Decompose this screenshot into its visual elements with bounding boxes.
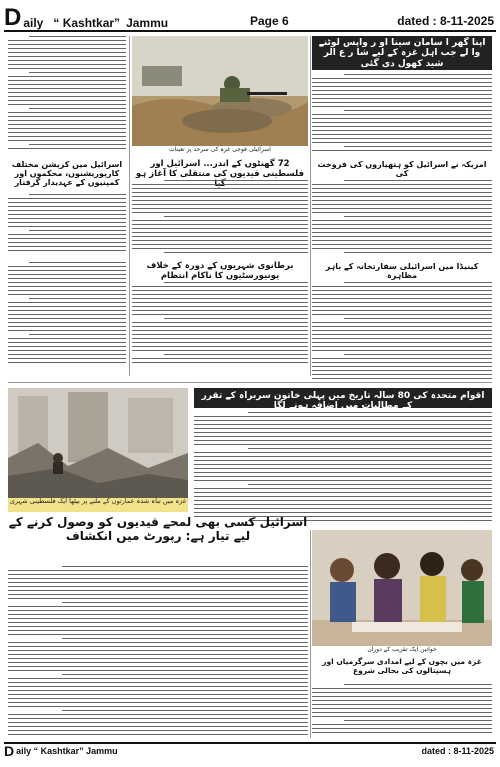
- text-line: [8, 662, 308, 663]
- text-line: [312, 200, 492, 201]
- text-line: [8, 322, 126, 323]
- text-line: [312, 114, 492, 115]
- caption-soldiers: اسرائیلی فوجی غزہ کی سرحد پر تعینات: [169, 146, 271, 153]
- text-line: [8, 44, 126, 45]
- text-line: [312, 82, 492, 83]
- text-line: [8, 634, 308, 635]
- caption-women: خواتین ایک تقریب کے دوران: [367, 646, 437, 653]
- text-line: [8, 104, 126, 105]
- text-line: [312, 370, 492, 371]
- text-line: [312, 358, 492, 359]
- footer-letter: D: [4, 743, 15, 759]
- text-line: [132, 314, 308, 315]
- rubble-photo: [8, 388, 188, 498]
- text-line: [8, 282, 126, 283]
- text-line: [132, 220, 308, 221]
- text-line: [132, 286, 308, 287]
- text-line: [312, 708, 492, 709]
- text-line: [8, 310, 126, 311]
- text-line: [312, 330, 492, 331]
- text-line: [62, 602, 308, 603]
- text-line: [8, 610, 308, 611]
- text-line: [8, 594, 308, 595]
- text-line: [62, 710, 308, 711]
- text-line: [8, 48, 126, 49]
- article-col-8: [312, 282, 492, 382]
- text-line: [8, 582, 308, 583]
- article-col-2: [312, 74, 492, 156]
- text-line: [312, 290, 492, 291]
- paper-name: “ Kashtkar”: [53, 16, 121, 30]
- issue-date: dated : 8-11-2025: [397, 14, 494, 28]
- text-line: [8, 706, 308, 707]
- text-line: [312, 334, 492, 335]
- text-line: [132, 228, 308, 229]
- text-line: [344, 110, 492, 111]
- article-col-7: [132, 282, 308, 366]
- text-line: [312, 212, 492, 213]
- text-line: [8, 238, 126, 239]
- text-line: [194, 492, 492, 493]
- text-line: [8, 326, 126, 327]
- masthead: [4, 4, 496, 32]
- text-line: [132, 196, 308, 197]
- text-line: [312, 122, 492, 123]
- headline-corruption: اسرائیل میں کرپشن مختلف کارپوریشنوں، محکموں اور کمپنیوں کے عہدیدار گرفتار: [11, 160, 123, 188]
- text-line: [194, 436, 492, 437]
- text-line: [132, 248, 308, 249]
- text-line: [312, 306, 492, 307]
- women-photo: [312, 530, 492, 646]
- headline-israel-ready: اسرائیل کسی بھی لمحے قیدیوں کو وصول کرنے کے لیے تیار ہے: رپورٹ میں انکشاف: [8, 515, 308, 543]
- text-line: [132, 342, 308, 343]
- text-line: [132, 244, 308, 245]
- text-line: [8, 606, 308, 607]
- text-line: [8, 678, 308, 679]
- text-line: [194, 508, 492, 509]
- text-line: [312, 204, 492, 205]
- text-line: [132, 322, 308, 323]
- text-line: [344, 354, 492, 355]
- text-line: [8, 350, 126, 351]
- text-line: [194, 444, 492, 445]
- text-line: [8, 266, 126, 267]
- text-line: [164, 216, 308, 217]
- text-line: [194, 488, 492, 489]
- text-line: [8, 730, 308, 731]
- text-line: [8, 670, 308, 671]
- text-line: [8, 132, 126, 133]
- text-line: [8, 140, 126, 141]
- text-line: [8, 64, 126, 65]
- text-line: [132, 232, 308, 233]
- headline-children-aid: غزہ میں بچوں کے لیے امدادی سرگرمیاں اور ہسپتالوں کی بحالی شروع: [322, 657, 482, 675]
- text-line: [312, 98, 492, 99]
- text-line: [8, 56, 126, 57]
- text-line: [312, 138, 492, 139]
- text-line: [8, 666, 308, 667]
- text-line: [29, 72, 126, 73]
- section-rule: [8, 382, 492, 383]
- caption-rubble: غزہ میں تباہ شدہ عمارتوں کے ملبے پر بیٹھا ایک فلسطینی شہری: [8, 498, 188, 512]
- text-line: [29, 194, 126, 195]
- text-line: [312, 298, 492, 299]
- text-line: [8, 234, 126, 235]
- column-rule: [310, 36, 311, 376]
- text-line: [132, 204, 308, 205]
- text-line: [194, 480, 492, 481]
- text-line: [8, 702, 308, 703]
- text-line: [194, 460, 492, 461]
- text-line: [312, 286, 492, 287]
- text-line: [8, 294, 126, 295]
- text-line: [312, 126, 492, 127]
- text-line: [312, 78, 492, 79]
- text-line: [312, 220, 492, 221]
- text-line: [312, 712, 492, 713]
- text-line: [132, 358, 308, 359]
- text-line: [8, 290, 126, 291]
- text-line: [8, 714, 308, 715]
- text-line: [132, 334, 308, 335]
- text-line: [8, 726, 308, 727]
- footer-paper: aily “ Kashtkar” Jammu: [16, 746, 118, 756]
- text-line: [8, 198, 126, 199]
- text-line: [312, 134, 492, 135]
- text-line: [8, 116, 126, 117]
- text-line: [344, 720, 492, 721]
- text-line: [132, 346, 308, 347]
- text-line: [8, 686, 308, 687]
- text-line: [8, 362, 126, 363]
- text-line: [344, 146, 492, 147]
- text-line: [164, 282, 308, 283]
- article-col-4: [132, 180, 308, 258]
- text-line: [132, 212, 308, 213]
- text-line: [62, 566, 308, 567]
- text-line: [194, 452, 492, 453]
- text-line: [8, 128, 126, 129]
- text-line: [312, 314, 492, 315]
- text-line: [29, 36, 126, 37]
- text-line: [312, 342, 492, 343]
- article-col-3: [8, 194, 126, 256]
- text-line: [132, 208, 308, 209]
- text-line: [8, 694, 308, 695]
- text-line: [312, 688, 492, 689]
- text-line: [312, 732, 492, 733]
- footer-date: dated : 8-11-2025: [421, 746, 494, 756]
- text-line: [132, 350, 308, 351]
- text-line: [8, 202, 126, 203]
- text-line: [132, 302, 308, 303]
- text-line: [132, 200, 308, 201]
- text-line: [8, 88, 126, 89]
- text-line: [194, 428, 492, 429]
- text-line: [132, 362, 308, 363]
- text-line: [29, 144, 126, 145]
- text-line: [8, 590, 308, 591]
- text-line: [312, 362, 492, 363]
- text-line: [29, 262, 126, 263]
- text-line: [194, 512, 492, 513]
- text-line: [8, 148, 126, 149]
- text-line: [8, 654, 308, 655]
- text-line: [8, 84, 126, 85]
- text-line: [312, 366, 492, 367]
- text-line: [29, 108, 126, 109]
- text-line: [344, 282, 492, 283]
- city-name: Jammu: [126, 16, 169, 30]
- text-line: [312, 142, 492, 143]
- column-rule: [129, 36, 130, 376]
- text-line: [132, 240, 308, 241]
- text-line: [312, 374, 492, 375]
- text-line: [312, 696, 492, 697]
- text-line: [194, 464, 492, 465]
- text-line: [8, 614, 308, 615]
- text-line: [8, 218, 126, 219]
- text-line: [312, 716, 492, 717]
- text-line: [194, 500, 492, 501]
- text-line: [312, 346, 492, 347]
- text-line: [344, 180, 492, 181]
- text-line: [8, 278, 126, 279]
- text-line: [312, 150, 492, 151]
- text-line: [132, 184, 308, 185]
- text-line: [8, 226, 126, 227]
- masthead-aily: aily: [23, 16, 44, 30]
- text-line: [132, 298, 308, 299]
- text-line: [312, 322, 492, 323]
- text-line: [312, 188, 492, 189]
- text-line: [344, 684, 492, 685]
- text-line: [8, 222, 126, 223]
- text-line: [312, 302, 492, 303]
- text-line: [194, 496, 492, 497]
- text-line: [132, 188, 308, 189]
- text-line: [132, 326, 308, 327]
- text-line: [194, 468, 492, 469]
- text-line: [164, 180, 308, 181]
- text-line: [8, 40, 126, 41]
- headline-canada: کینیڈا میں اسرائیلی سفارتخانہ کے باہر مظاہرہ: [325, 262, 479, 281]
- text-line: [312, 700, 492, 701]
- article-col-9: [194, 412, 492, 526]
- text-line: [312, 86, 492, 87]
- text-line: [8, 630, 308, 631]
- text-line: [312, 236, 492, 237]
- text-line: [312, 90, 492, 91]
- text-line: [132, 224, 308, 225]
- text-line: [312, 692, 492, 693]
- text-line: [344, 318, 492, 319]
- article-col-11: [312, 684, 492, 738]
- text-line: [312, 232, 492, 233]
- article-col-10: [8, 566, 308, 738]
- text-line: [8, 578, 308, 579]
- text-line: [312, 102, 492, 103]
- text-line: [8, 598, 308, 599]
- headline-prisoners: 72 گھنٹوں کے اندر... اسرائیل اور فلسطینی قیدیوں کی منتقلی کا آغاز ہو: [135, 159, 305, 179]
- text-line: [344, 216, 492, 217]
- text-line: [8, 60, 126, 61]
- text-line: [312, 118, 492, 119]
- text-line: [312, 130, 492, 131]
- text-line: [8, 112, 126, 113]
- text-line: [8, 646, 308, 647]
- text-line: [194, 456, 492, 457]
- headline-rashid-street: اپنا گھر ا سامان سینا او ر واپس لوٹنے وا لے جب اہل غزہ کے لیے شا ر ع الر شید کھول دی گئی: [312, 36, 492, 70]
- text-line: [194, 416, 492, 417]
- text-line: [132, 294, 308, 295]
- masthead-letter: D: [4, 4, 22, 31]
- text-line: [312, 704, 492, 705]
- text-line: [8, 622, 308, 623]
- text-line: [194, 424, 492, 425]
- text-line: [62, 638, 308, 639]
- text-line: [194, 476, 492, 477]
- text-line: [312, 184, 492, 185]
- text-line: [8, 346, 126, 347]
- text-line: [8, 250, 126, 251]
- text-line: [8, 246, 126, 247]
- text-line: [312, 326, 492, 327]
- text-line: [132, 330, 308, 331]
- headline-un-woman: اقوام متحدہ کی 80 سالہ تاریخ میں پہلی خاتون سربراہ کے تقرر کے مطالبات میں اضافہ ہونے لگا: [194, 388, 492, 408]
- text-line: [62, 674, 308, 675]
- text-line: [312, 294, 492, 295]
- text-line: [248, 448, 492, 449]
- text-line: [132, 310, 308, 311]
- text-line: [8, 698, 308, 699]
- text-line: [194, 432, 492, 433]
- text-line: [312, 350, 492, 351]
- text-line: [312, 208, 492, 209]
- text-line: [8, 210, 126, 211]
- text-line: [8, 306, 126, 307]
- text-line: [8, 722, 308, 723]
- text-line: [132, 290, 308, 291]
- text-line: [132, 192, 308, 193]
- text-line: [8, 650, 308, 651]
- text-line: [344, 252, 492, 253]
- text-line: [8, 100, 126, 101]
- text-line: [8, 358, 126, 359]
- text-line: [8, 96, 126, 97]
- text-line: [312, 192, 492, 193]
- text-line: [8, 92, 126, 93]
- text-line: [194, 440, 492, 441]
- text-line: [312, 310, 492, 311]
- article-col-5: [312, 180, 492, 258]
- text-line: [8, 206, 126, 207]
- text-line: [29, 334, 126, 335]
- text-line: [8, 270, 126, 271]
- headline-us-weapons: امریکہ نے اسرائیل کو ہتھیاروں کی فروخت کی: [317, 160, 487, 179]
- text-line: [248, 412, 492, 413]
- text-line: [8, 658, 308, 659]
- text-line: [164, 354, 308, 355]
- text-line: [344, 74, 492, 75]
- text-line: [164, 252, 308, 253]
- soldiers-photo: [132, 36, 308, 146]
- text-line: [8, 734, 308, 735]
- text-line: [132, 338, 308, 339]
- text-line: [8, 314, 126, 315]
- text-line: [8, 214, 126, 215]
- text-line: [8, 586, 308, 587]
- text-line: [132, 236, 308, 237]
- text-line: [164, 318, 308, 319]
- text-line: [8, 68, 126, 69]
- text-line: [312, 106, 492, 107]
- text-line: [312, 244, 492, 245]
- text-line: [194, 504, 492, 505]
- text-line: [312, 196, 492, 197]
- text-line: [312, 728, 492, 729]
- text-line: [132, 306, 308, 307]
- text-line: [8, 76, 126, 77]
- headline-universities: برطانوی شہریوں کے دورہ کے خلاف یونیورسٹیوں کا ناکام انتظام: [146, 261, 294, 281]
- text-line: [194, 472, 492, 473]
- article-col-6: [8, 262, 126, 366]
- text-line: [194, 420, 492, 421]
- text-line: [8, 574, 308, 575]
- text-line: [8, 338, 126, 339]
- text-line: [8, 124, 126, 125]
- text-line: [8, 274, 126, 275]
- text-line: [8, 354, 126, 355]
- text-line: [248, 484, 492, 485]
- text-line: [312, 724, 492, 725]
- text-line: [312, 248, 492, 249]
- text-line: [8, 330, 126, 331]
- text-line: [312, 378, 492, 379]
- text-line: [8, 52, 126, 53]
- text-line: [312, 224, 492, 225]
- text-line: [312, 240, 492, 241]
- text-line: [8, 342, 126, 343]
- text-line: [8, 570, 308, 571]
- text-line: [8, 642, 308, 643]
- text-line: [8, 718, 308, 719]
- text-line: [8, 626, 308, 627]
- text-line: [312, 338, 492, 339]
- text-line: [8, 690, 308, 691]
- text-line: [29, 298, 126, 299]
- text-line: [312, 228, 492, 229]
- text-line: [8, 618, 308, 619]
- text-line: [8, 120, 126, 121]
- text-line: [8, 286, 126, 287]
- text-line: [8, 80, 126, 81]
- text-line: [29, 230, 126, 231]
- page-number: Page 6: [250, 14, 289, 28]
- text-line: [312, 94, 492, 95]
- footer: [4, 742, 496, 758]
- column-rule: [310, 530, 311, 738]
- text-line: [8, 242, 126, 243]
- text-line: [8, 318, 126, 319]
- text-line: [8, 682, 308, 683]
- text-line: [8, 136, 126, 137]
- text-line: [8, 302, 126, 303]
- article-col-1: [8, 36, 126, 154]
